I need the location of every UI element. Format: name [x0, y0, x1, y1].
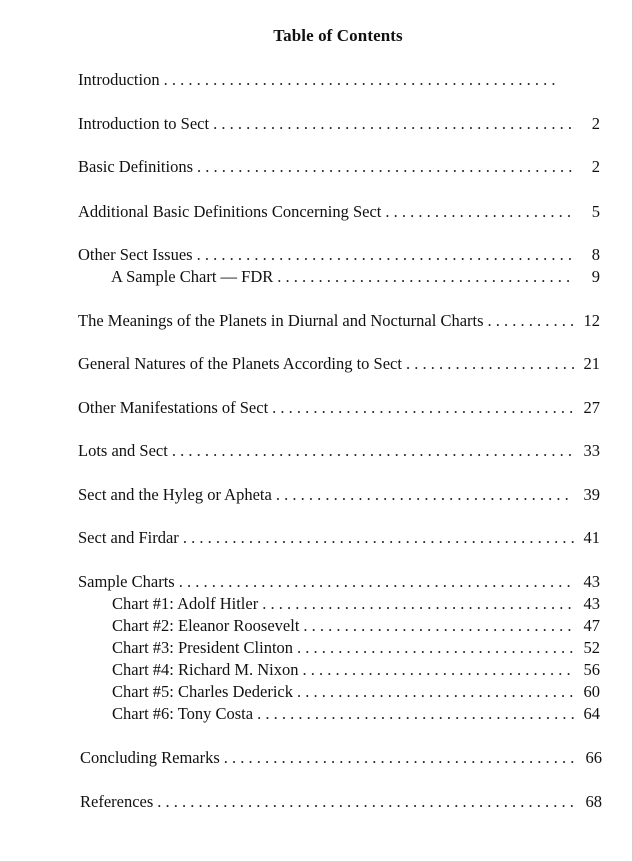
dot-leader: [303, 615, 574, 637]
toc-entry-concluding-remarks[interactable]: [80, 747, 602, 769]
toc-entry-label: Introduction to Sect: [78, 114, 210, 133]
toc-entry-chart-2[interactable]: [112, 615, 600, 637]
toc-entry-chart-1[interactable]: [112, 593, 600, 615]
dot-leader: [277, 266, 574, 288]
toc-entry-page: 68: [585, 792, 602, 811]
toc-entry-chart-4[interactable]: [112, 659, 600, 681]
dot-leader: [213, 113, 574, 135]
toc-entry-other-sect-issues[interactable]: [78, 244, 600, 266]
dot-leader: [164, 69, 556, 91]
toc-entry-label: Chart #1: Adolf Hitler: [112, 594, 259, 613]
dot-leader: [197, 244, 574, 266]
toc-entry-label: Chart #2: Eleanor Roosevelt: [112, 616, 300, 635]
toc-entry-label: The Meanings of the Planets in Diurnal and Nocturnal Charts: [78, 311, 484, 330]
toc-entry-page: 60: [583, 682, 600, 701]
dot-leader: [262, 593, 574, 615]
toc-entry-page: 66: [585, 748, 602, 767]
toc-entry-label: Sect and Firdar: [78, 528, 179, 547]
toc-entry-general-natures[interactable]: [78, 353, 600, 375]
toc-entry-introduction[interactable]: [78, 69, 578, 91]
dot-leader: [183, 527, 574, 549]
dot-leader: [157, 791, 576, 813]
toc-entry-page: 47: [583, 616, 600, 635]
toc-entry-sample-chart-fdr[interactable]: [111, 266, 600, 288]
toc-entry-sect-and-firdar[interactable]: [78, 527, 600, 549]
toc-entry-hyleg-apheta[interactable]: [78, 484, 600, 506]
toc-entry-page: 21: [583, 354, 600, 373]
toc-entry-label: Concluding Remarks: [80, 748, 220, 767]
dot-leader: [303, 659, 574, 681]
toc-entry-label: Additional Basic Definitions Concerning Sect: [78, 202, 382, 221]
toc-entry-label: Introduction: [78, 70, 160, 89]
toc-entry-label: Chart #5: Charles Dederick: [112, 682, 293, 701]
dot-leader: [488, 310, 574, 332]
toc-entry-page: 2: [591, 114, 600, 133]
toc-entry-additional-basic-definitions[interactable]: [78, 201, 600, 223]
toc-entry-page: 33: [583, 441, 600, 460]
toc-entry-chart-5[interactable]: [112, 681, 600, 703]
toc-entry-page: 56: [583, 660, 600, 679]
dot-leader: [272, 397, 574, 419]
toc-entry-page: 43: [583, 572, 600, 591]
dot-leader: [406, 353, 574, 375]
toc-entry-page: 2: [591, 157, 600, 176]
toc-entry-label: Chart #3: President Clinton: [112, 638, 294, 657]
toc-entry-label: Lots and Sect: [78, 441, 168, 460]
toc-entry-label: Sect and the Hyleg or Apheta: [78, 485, 272, 504]
toc-entry-references[interactable]: [80, 791, 602, 813]
dot-leader: [179, 571, 574, 593]
toc-entry-label: Other Manifestations of Sect: [78, 398, 269, 417]
toc-entry-sample-charts[interactable]: [78, 571, 600, 593]
dot-leader: [172, 440, 574, 462]
toc-entry-page: 39: [583, 485, 600, 504]
toc-entry-label: Chart #4: Richard M. Nixon: [112, 660, 299, 679]
toc-entry-label: Other Sect Issues: [78, 245, 193, 264]
dot-leader: [224, 747, 576, 769]
page-title: Table of Contents: [273, 26, 403, 45]
toc-entry-label: References: [80, 792, 154, 811]
toc-entry-other-manifestations[interactable]: [78, 397, 600, 419]
dot-leader: [297, 681, 574, 703]
dot-leader: [276, 484, 574, 506]
toc-entry-label: General Natures of the Planets According to Sect: [78, 354, 402, 373]
dot-leader: [297, 637, 574, 659]
toc-entry-page: 9: [591, 267, 600, 286]
toc-entry-meanings-of-planets[interactable]: [78, 310, 600, 332]
dot-leader: [197, 156, 574, 178]
toc-entry-lots-and-sect[interactable]: [78, 440, 600, 462]
toc-entry-page: 43: [583, 594, 600, 613]
toc-entry-page: 8: [591, 245, 600, 264]
toc-entry-chart-3[interactable]: [112, 637, 600, 659]
toc-entry-page: 12: [583, 311, 600, 330]
dot-leader: [385, 201, 574, 223]
toc-entry-page: 27: [583, 398, 600, 417]
toc-entry-page: 52: [583, 638, 600, 657]
toc-entry-page: 5: [591, 202, 600, 221]
toc-entry-page: 64: [583, 704, 600, 723]
toc-entry-page: 41: [583, 528, 600, 547]
toc-entry-label: Sample Charts: [78, 572, 175, 591]
toc-entry-basic-definitions[interactable]: [78, 156, 600, 178]
toc-entry-chart-6[interactable]: [112, 703, 600, 725]
toc-entry-introduction-to-sect[interactable]: [78, 113, 600, 135]
toc-entry-label: Basic Definitions: [78, 157, 194, 176]
toc-entry-label: Chart #6: Tony Costa: [112, 704, 254, 723]
toc-entry-label: A Sample Chart — FDR: [111, 267, 274, 286]
dot-leader: [257, 703, 574, 725]
